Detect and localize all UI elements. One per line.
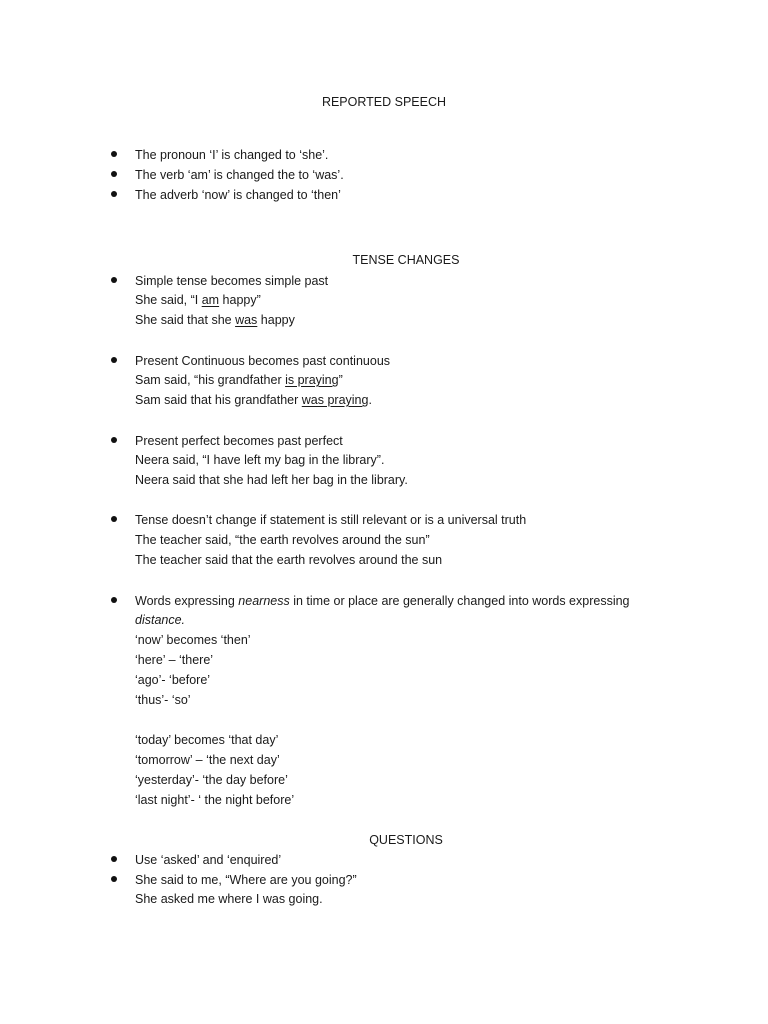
perfect-rule: Present perfect becomes past perfect — [135, 434, 343, 448]
universal-example-direct: The teacher said, “the earth revolves around the sun” — [135, 533, 430, 547]
example-text: ” — [338, 373, 343, 387]
questions-point-1: Use ‘asked’ and ‘enquired’ — [135, 853, 282, 867]
rule-text: in time or place are generally changed into words expressing — [289, 594, 630, 608]
example-text: Sam said that his grandfather — [135, 393, 302, 407]
bullet-icon — [111, 171, 117, 177]
word-pair-time: ‘tomorrow’ – ‘the next day’ — [135, 753, 280, 767]
simple-tense-rule: Simple tense becomes simple past — [135, 274, 329, 288]
bullet-icon — [111, 357, 117, 363]
word-pair-time: ‘yesterday’- ‘the day before’ — [135, 773, 288, 787]
example-text: . — [368, 393, 372, 407]
continuous-rule: Present Continuous becomes past continuous — [135, 354, 391, 368]
word-pair-time: ‘today’ becomes ‘that day’ — [135, 733, 279, 747]
continuous-example-reported — [135, 392, 372, 408]
bullet-icon — [111, 856, 117, 862]
bullet-icon — [111, 151, 117, 157]
bullet-icon — [111, 597, 117, 603]
word-pair-place: ‘thus’- ‘so’ — [135, 693, 191, 707]
example-text: happy” — [219, 293, 261, 307]
intro-point-2: The verb ‘am’ is changed the to ‘was’. — [135, 168, 344, 182]
bullet-icon — [111, 191, 117, 197]
universal-example-reported: The teacher said that the earth revolves around the sun — [135, 553, 443, 567]
nearness-rule — [135, 593, 630, 609]
perfect-example-reported: Neera said that she had left her bag in the library. — [135, 473, 408, 487]
underlined-verb: am — [201, 293, 220, 307]
perfect-example-direct: Neera said, “I have left my bag in the library”. — [135, 453, 385, 467]
example-text: Sam said, “his grandfather — [135, 373, 286, 387]
bullet-icon — [111, 277, 117, 283]
universal-truth-rule: Tense doesn’t change if statement is still relevant or is a universal truth — [135, 513, 527, 527]
intro-point-1: The pronoun ‘I’ is changed to ‘she’. — [135, 148, 329, 162]
underlined-verb: is praying — [285, 373, 339, 387]
example-text: She said, “I — [135, 293, 202, 307]
italic-word: nearness — [238, 594, 290, 608]
word-pair-time: ‘last night’- ‘ the night before’ — [135, 793, 295, 807]
intro-point-3: The adverb ‘now’ is changed to ‘then’ — [135, 188, 341, 202]
underlined-verb: was praying — [301, 393, 369, 407]
word-pair-place: ‘here’ – ‘there’ — [135, 653, 214, 667]
example-text: happy — [257, 313, 295, 327]
word-pair-place: ‘now’ becomes ‘then’ — [135, 633, 251, 647]
bullet-icon — [111, 516, 117, 522]
rule-text: Words expressing — [135, 594, 239, 608]
tense-changes-heading: TENSE CHANGES — [352, 253, 460, 267]
simple-tense-example-direct — [135, 292, 261, 308]
bullet-icon — [111, 437, 117, 443]
word-pair-place: ‘ago’- ‘before’ — [135, 673, 211, 687]
bullet-icon — [111, 876, 117, 882]
example-text: She said that she — [135, 313, 236, 327]
document-title: REPORTED SPEECH — [321, 95, 447, 109]
nearness-rule-continued: distance. — [135, 613, 186, 627]
questions-point-2: She said to me, “Where are you going?” — [135, 873, 357, 887]
simple-tense-example-reported — [135, 312, 295, 328]
questions-example-reported: She asked me where I was going. — [135, 892, 323, 906]
questions-heading: QUESTIONS — [369, 833, 443, 847]
continuous-example-direct — [135, 372, 343, 388]
underlined-verb: was — [235, 313, 258, 327]
